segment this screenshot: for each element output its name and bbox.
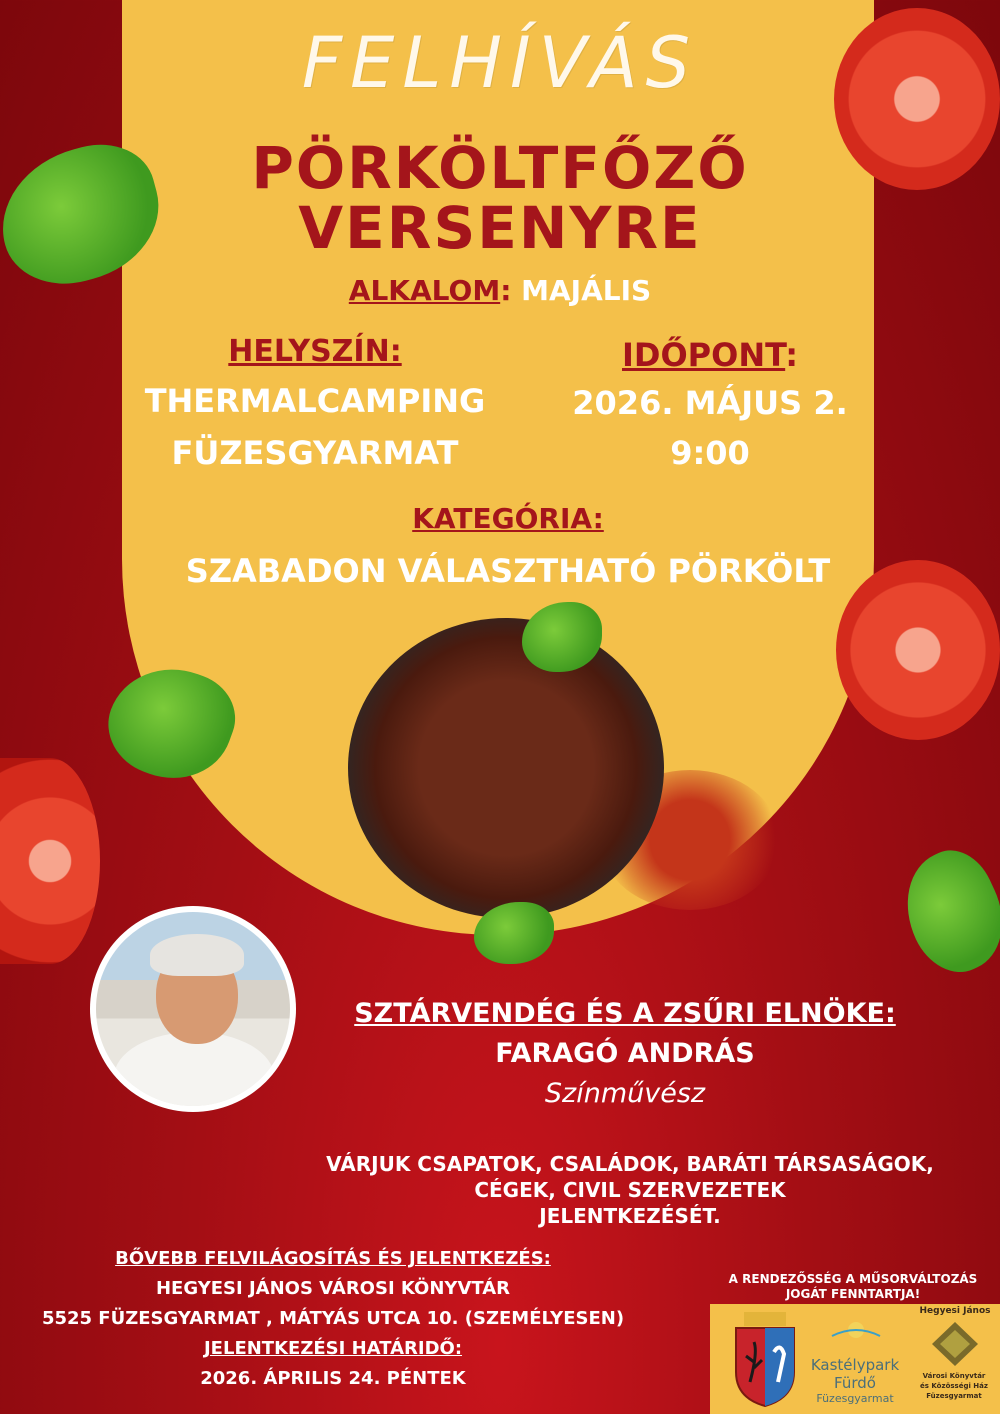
title-line-2: VERSENYRE	[298, 194, 702, 262]
occasion-value: MAJÁLIS	[521, 274, 652, 307]
category-label: KATEGÓRIA:	[412, 502, 604, 535]
location-line-2: FÜZESGYARMAT	[171, 434, 459, 472]
guest-heading: SZTÁRVENDÉG ÉS A ZSŰRI ELNÖKE:	[354, 998, 896, 1029]
library-line-3: Füzesgyarmat	[926, 1392, 982, 1400]
time-line-2: 9:00	[670, 434, 750, 472]
sponsor-logos	[710, 1304, 1000, 1414]
info-line-1: HEGYESI JÁNOS VÁROSI KÖNYVTÁR	[155, 1278, 511, 1299]
title-line-1: PÖRKÖLTFŐZŐ	[251, 134, 749, 202]
guest-photo	[90, 906, 296, 1112]
disclaimer-line-2: JOGÁT FENNTARTJA!	[785, 1287, 921, 1301]
bath-sub: Fürdő	[834, 1374, 876, 1392]
headline: FELHÍVÁS	[301, 22, 699, 104]
occasion-row: ALKALOM: MAJÁLIS	[348, 274, 652, 307]
location-line-1: THERMALCAMPING	[144, 382, 486, 420]
spa-logo-icon	[826, 1314, 886, 1340]
info-heading: BŐVEBB FELVILÁGOSÍTÁS ÉS JELENTKEZÉS:	[115, 1248, 551, 1269]
location-label: HELYSZÍN:	[228, 334, 402, 369]
time-line-1: 2026. MÁJUS 2.	[572, 384, 848, 422]
bath-town: Füzesgyarmat	[816, 1392, 894, 1405]
deadline-value: 2026. ÁPRILIS 24. PÉNTEK	[200, 1368, 466, 1389]
parsley-right	[887, 838, 1000, 986]
guest-role: Színművész	[544, 1078, 706, 1109]
deadline-label: JELENTKEZÉSI HATÁRIDŐ:	[203, 1338, 463, 1359]
bath-name: Kastélypark	[810, 1356, 900, 1374]
info-line-2: 5525 FÜZESGYARMAT , MÁTYÁS UTCA 10. (SZEMÉLYESEN)	[41, 1308, 625, 1329]
occasion-label: ALKALOM	[348, 274, 501, 307]
library-line-2: és Közösségi Ház	[920, 1382, 988, 1390]
guest-name: FARAGÓ ANDRÁS	[495, 1038, 755, 1069]
town-coat-of-arms-icon	[730, 1312, 800, 1408]
tomato-left	[0, 758, 100, 964]
guest-photo-image	[96, 912, 290, 1106]
disclaimer-line-1: A RENDEZŐSSÉG A MŰSORVÁLTOZÁS	[728, 1272, 978, 1286]
stew-bowl-image	[348, 618, 664, 918]
library-line-1: Városi Könyvtár	[922, 1372, 986, 1380]
invite-line-1: VÁRJUK CSAPATOK, CSALÁDOK, BARÁTI TÁRSASÁGOK,	[326, 1152, 934, 1176]
invite-line-2: CÉGEK, CIVIL SZERVEZETEK	[474, 1178, 786, 1202]
invite-line-3: JELENTKEZÉSÉT.	[539, 1204, 721, 1228]
time-label: IDŐPONT	[622, 336, 786, 374]
library-top: Hegyesi János	[919, 1306, 991, 1316]
library-logo-icon	[930, 1320, 980, 1368]
guest-hair	[150, 934, 244, 976]
time-label-row: IDŐPONT:	[622, 336, 798, 374]
category-value: SZABADON VÁLASZTHATÓ PÖRKÖLT	[185, 552, 831, 590]
